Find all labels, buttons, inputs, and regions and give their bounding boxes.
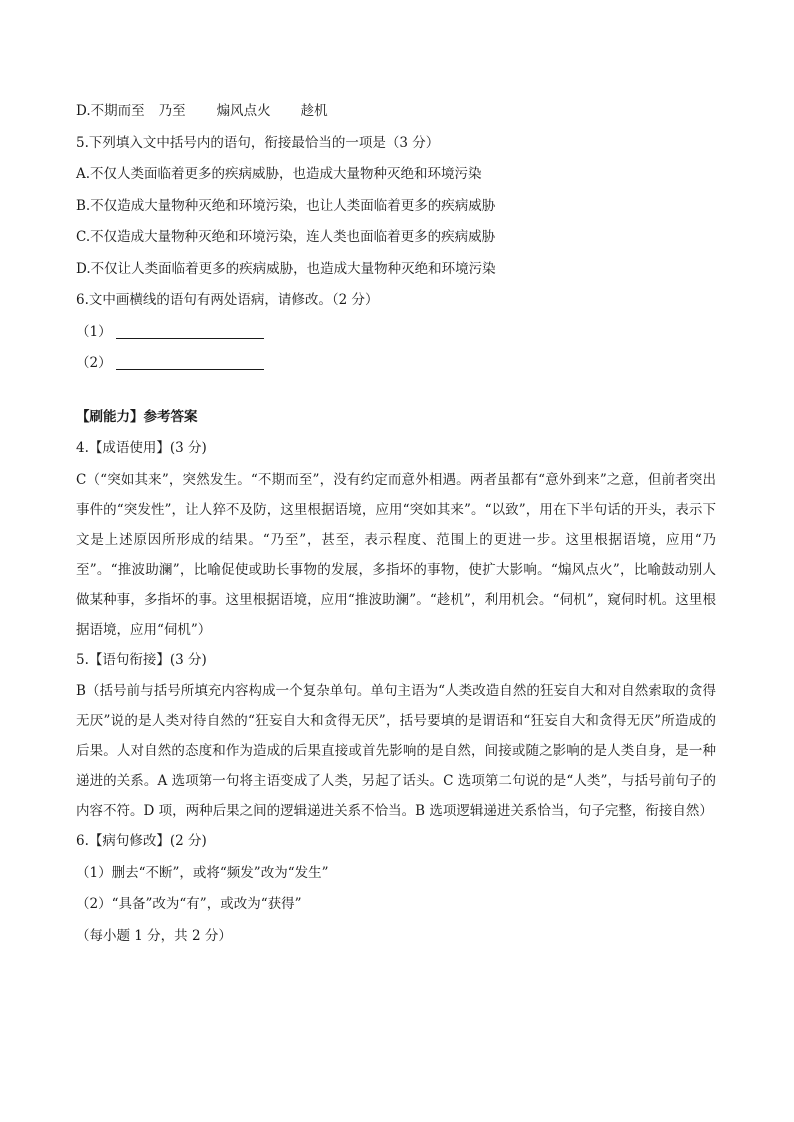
answer-6-item-2: （2）“具备”改为“有”，或改为“获得” [76,896,302,912]
answer-6-item-1: （1）删去“不断”，或将“频发”改为“发生” [76,864,329,881]
q5-option-b: B.不仅造成大量物种灭绝和环境污染，也让人类面临着更多的疾病威胁 [76,197,496,214]
q6-blank-2 [76,348,716,380]
q5-option-d: D.不仅让人类面临着更多的疾病威胁，也造成大量物种灭绝和环境污染 [76,260,496,277]
answer-5-title: 5.【语句衔接】(3 分) [76,651,207,668]
option-word-2: 乃至 [158,103,186,119]
option-word-4: 趁机 [300,103,328,119]
q5-stem: 5.下列填入文中括号内的语句，衔接最恰当的一项是（3 分） [76,134,440,151]
answer-blank[interactable] [116,353,264,370]
q4-option-d [76,96,716,128]
section-gap [76,380,716,402]
q5-option-a: A.不仅人类面临着更多的疾病威胁，也造成大量物种灭绝和环境污染 [76,166,482,182]
option-letter: D. [76,103,91,119]
q6-stem: 6.文中画横线的语句有两处语病，请修改。（2 分） [76,292,379,308]
option-word-1: 不期而至 [90,103,145,119]
blank-label: （1） [76,323,112,340]
blank-label: （2） [76,355,112,371]
answer-4-title: 4.【成语使用】(3 分) [76,440,207,456]
q5-option-c: C.不仅造成大量物种灭绝和环境污染，连人类也面临着更多的疾病威胁 [76,229,496,245]
answers-heading: 【刷能力】参考答案 [76,408,198,425]
option-word-3: 煽风点火 [216,103,271,119]
answer-6-title: 6.【病句修改】(2 分) [76,833,207,849]
document-page [76,96,716,952]
answer-4-body: C（“突如其来”，突然发生。“不期而至”，没有约定而意外相遇。两者虽都有“意外到来”之意，但前者突出事件的“突发性”，让人猝不及防，这里根据语境，应用“突如其来”。“以致”，用在下半句话的开头，表示下文是上述原因所形成的结果。“乃至”，甚至，表示程度、范围上的更进一步。这里根据语境，应用“乃至”。“推波助澜”，比喻促使或助长事物的发展，多指坏的事物，使扩大影响。“煽风点火”，比喻鼓动别人做某种事，多指坏的事。这里根据语境，应用“推波助澜”。“趁机”，利用机会。“伺机”，窥伺时机。这里根据语境，应用“伺机”） [76,471,716,638]
answer-5-body: B（括号前与括号所填充内容构成一个复杂单句。单句主语为“人类改造自然的狂妄自大和对自然索取的贪得无厌”说的是人类对待自然的“狂妄自大和贪得无厌”，括号要填的是谓语和“狂妄自大和贪得无厌”所造成的后果。人对自然的态度和作为造成的后果直接或首先影响的是自然，间接或随之影响的是人类自身，是一种递进的关系。A 选项第一句将主语变成了人类，另起了话头。C 选项第二句说的是“人类”，与括号前句子的内容不符。D 项，两种后果之间的逻辑递进关系不恰当。B 选项逻辑递进关系恰当，句子完整，衔接自然） [76,683,716,819]
answer-blank[interactable] [116,322,264,339]
answer-6-note: （每小题 1 分，共 2 分） [76,927,232,944]
q6-blank-1 [76,317,716,349]
